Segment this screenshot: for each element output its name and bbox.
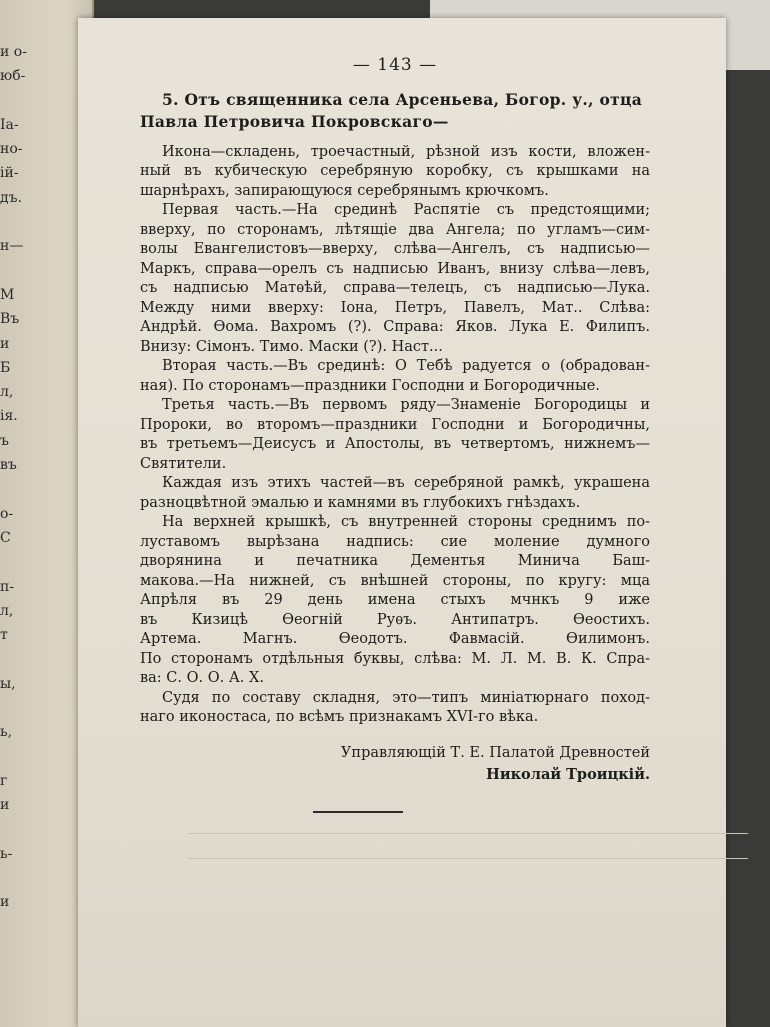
adjacent-page-fragment: о-	[0, 505, 14, 522]
text-line: ный въ кубическую серебряную коробку, съ крышками на	[140, 163, 650, 179]
adjacent-page-fragment: ій-	[0, 165, 19, 182]
text-line: Пророки, во второмъ—праздники Господни и Богородичны,	[140, 416, 650, 433]
paragraph	[140, 357, 650, 396]
adjacent-page-fragment: С	[0, 529, 11, 546]
adjacent-page-fragment	[0, 696, 40, 720]
adjacent-page-fragment: Іа-	[0, 116, 19, 133]
adjacent-page-fragment: въ	[0, 457, 17, 474]
paragraph	[140, 396, 650, 474]
adjacent-page-fragment: Б	[0, 359, 11, 376]
adjacent-page-fragment: н—	[0, 238, 24, 255]
text-line: Вторая часть.—Въ срединѣ: О Тебѣ радуется о (обрадован-	[162, 358, 650, 374]
entry-heading: 5. Отъ священника села Арсеньева, Богор. у., отца Павла Петровича Покровскаго—	[140, 89, 643, 131]
adjacent-page-fragment	[0, 89, 40, 113]
text-line: вверху, по сторонамъ, лѣтящіе два Ангела; по угламъ—сим-	[140, 221, 650, 238]
text-line: макова.—На нижней, съ внѣшней стороны, по кругу: мца	[140, 572, 650, 589]
adjacent-page-fragment	[0, 915, 40, 939]
text-line: Святители.	[140, 455, 227, 472]
text-line: волы Евангелистовъ—вверху, слѣва—Ангелъ, съ надписью—	[140, 241, 650, 257]
adjacent-page-fragment: и о-	[0, 44, 27, 60]
bleed-rule	[188, 833, 748, 834]
adjacent-page-fragment: Въ	[0, 311, 20, 328]
bleed-rule	[188, 858, 748, 859]
adjacent-page-text	[0, 40, 40, 939]
adjacent-page-fragment: ь,	[0, 724, 13, 741]
adjacent-page-fragment	[0, 477, 40, 501]
paragraph	[140, 513, 650, 689]
adjacent-page-fragment: и	[0, 894, 10, 911]
adjacent-page-fragment	[0, 550, 40, 574]
text-line: По сторонамъ отдѣльныя буквы, слѣва: М. Л. М. В. К. Спра-	[140, 650, 650, 667]
closing-rule	[313, 811, 403, 813]
adjacent-page-fragment: ь-	[0, 845, 13, 862]
text-line: Икона—складень, троечастный, рѣзной изъ кости, вложен-	[162, 143, 650, 160]
adjacent-page-fragment: г	[0, 772, 8, 789]
paragraph	[140, 689, 650, 728]
text-line: наго иконостаса, по всѣмъ признакамъ XVI-го вѣка.	[140, 709, 539, 725]
text-line: Третья часть.—Въ первомъ ряду—Знаменіе Богородицы и	[162, 397, 650, 413]
body-text	[140, 143, 650, 728]
text-line: луставомъ вырѣзана надпись: сие моление думного	[140, 533, 650, 550]
text-line: Артема. Магнъ. Ѳеодотъ. Фавмасій. Ѳилимонъ.	[140, 631, 650, 647]
book-page	[78, 18, 726, 1027]
adjacent-page-fragment: ія.	[0, 408, 18, 425]
paragraph	[140, 474, 650, 513]
text-line: Внизу: Сімонъ. Тимо. Маски (?). Наст...	[140, 338, 443, 355]
text-line: ная). По сторонамъ—праздники Господни и Богородичные.	[140, 377, 600, 394]
text-line: Судя по составу складня, это—типъ миніатюрнаго поход-	[162, 689, 650, 706]
text-line: въ Кизицѣ Ѳеогній Руѳъ. Антипатръ. Ѳеостихъ.	[140, 611, 650, 628]
adjacent-page-fragment: ъ	[0, 432, 9, 449]
adjacent-page-fragment: ы,	[0, 675, 16, 692]
text-line: Первая часть.—На срединѣ Распятіе съ предстоящими;	[162, 202, 650, 218]
text-line: ва: С. О. О. А. Х.	[140, 670, 264, 686]
signature-block	[140, 742, 650, 786]
adjacent-page-fragment: л,	[0, 602, 14, 619]
text-line: дворянина и печатника Дементья Минича Баш-	[140, 553, 650, 569]
signature-name: Николай Троицкій.	[486, 765, 650, 783]
text-line: Андрѣй. Ѳома. Вахромъ (?). Справа: Яков. Лука Е. Филипъ.	[140, 319, 650, 335]
adjacent-page-fragment: п-	[0, 578, 15, 595]
adjacent-page-fragment	[0, 866, 40, 890]
adjacent-page-fragment: и	[0, 797, 10, 814]
adjacent-page-fragment: и	[0, 335, 10, 352]
adjacent-page-fragment	[0, 210, 40, 234]
page-content	[140, 56, 650, 786]
text-line: шарнѣрахъ, запирающуюся серебрянымъ крючкомъ.	[140, 182, 549, 199]
adjacent-page-fragment	[0, 745, 40, 769]
text-line: Каждая изъ этихъ частей—въ серебряной рамкѣ, украшена	[162, 475, 650, 491]
adjacent-page-fragment: юб-	[0, 68, 26, 85]
adjacent-page-fragment: л,	[0, 384, 14, 401]
text-line: разноцвѣтной эмалью и камнями въ глубокихъ гнѣздахъ.	[140, 494, 581, 511]
text-line: Апрѣля въ 29 день имена стыхъ мчнкъ 9 иже	[140, 592, 650, 608]
adjacent-page-fragment: дъ.	[0, 189, 22, 206]
text-line: въ третьемъ—Деисусъ и Апостолы, въ четвертомъ, нижнемъ—	[140, 436, 650, 452]
adjacent-page-fragment: т	[0, 627, 8, 644]
adjacent-page-fragment	[0, 818, 40, 842]
adjacent-page-fragment	[0, 647, 40, 671]
text-line: Между ними вверху: Іона, Петръ, Павелъ, Мат.. Слѣва:	[140, 299, 650, 316]
signature-title: Управляющій Т. Е. Палатой Древностей	[340, 744, 650, 761]
adjacent-page-fragment	[0, 259, 40, 283]
text-line: съ надписью Матѳѣй, справа—телецъ, съ надписью—Лука.	[140, 280, 650, 296]
paragraph	[140, 201, 650, 357]
text-line: Маркъ, справа—орелъ съ надписью Иванъ, внизу слѣва—левъ,	[140, 260, 650, 277]
page-number: — 143 —	[352, 55, 438, 75]
paragraph	[140, 143, 650, 202]
adjacent-page-fragment: М	[0, 286, 15, 303]
adjacent-page-fragment: но-	[0, 141, 23, 158]
text-line: На верхней крышкѣ, съ внутренней стороны среднимъ по-	[162, 514, 650, 530]
